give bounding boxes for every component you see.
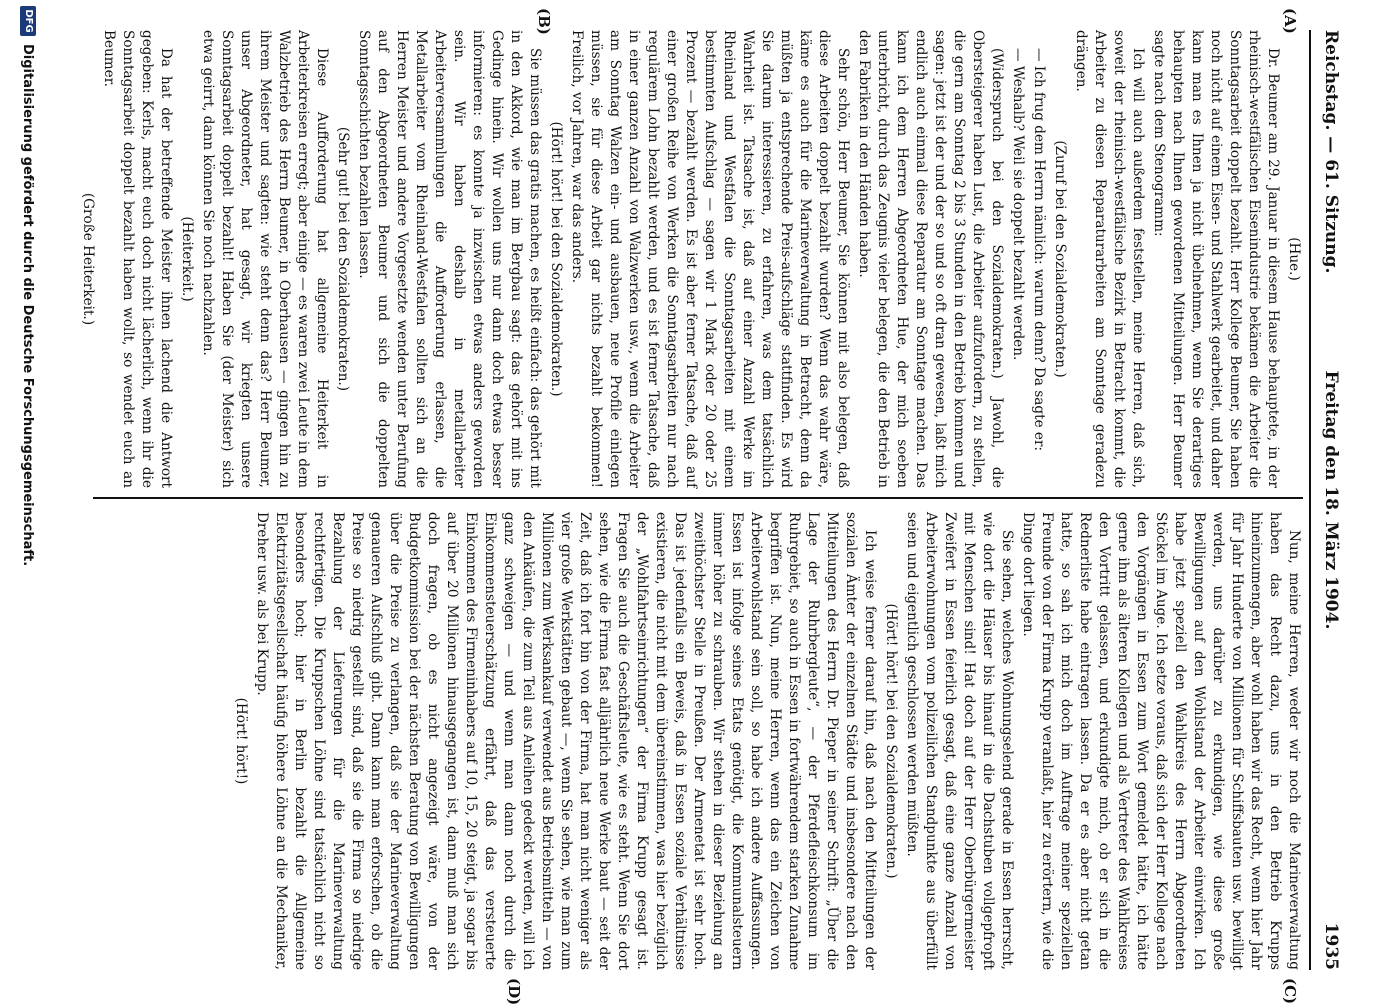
paragraph: Da hat der betreffende Meister ihnen lachend die Antwort gegeben: Kerls, macht euch doch nicht lächerlich, wenn ihr die Sonntagsarbeit doppelt bezahlt haben wollt, so wendet euch an Beumer. bbox=[101, 30, 174, 488]
page-footer bbox=[13, 6, 43, 986]
header-session-title: Reichstag. — 61. Sitzung. bbox=[1321, 30, 1341, 274]
margin-marker-b: (B) bbox=[535, 8, 553, 35]
column-divider bbox=[93, 497, 1303, 499]
paragraph: Dr. Beumer am 29. Januar in diesem Hause behauptete, in der rheinisch-westfälischen Eisenindustrie bekämen die Arbeiter die Sonntagsarbeit doppelt bezahlt. Herr Kollege Beumer, Sie haben noch nicht auf einem Eisen- und Stahlwerk gearbeitet, und daher kann man es Ihnen ja nicht übelnehmen, wenn Sie derartiges behaupten nach Ihnen gewordenen Mitteilungen. Herr Beumer sagte nach dem Stenogramm: bbox=[1151, 30, 1281, 488]
left-text-column bbox=[80, 30, 1303, 488]
paragraph: (Hue.) bbox=[1286, 237, 1302, 281]
paragraph: Ich will auch außerdem feststellen, meine Herren, daß sich, soweit der rheinisch-westfälische Bezirk in Betracht kommt, die Arbeiter zu diesen Reparaturarbeiten am Sonntage geradezu drängen. bbox=[1073, 30, 1146, 488]
header-date: Freitag den 18. März 1904. bbox=[1321, 370, 1341, 630]
paragraph: Diese Aufforderung hat allgemeine Heiterkeit in Arbeiterkreisen erregt; aber einige — es waren zwei Leute in dem Walzbetrieb des Herrn Beumer, in Oberhausen — gingen hin zu ihrem Meister und sagten: wie steht denn das? Herr Beumer, unser Abgeordneter, hat gesagt, wir kriegten unsere Sonntagsarbeit doppelt bezahlt! Haben Sie (der Meister) sich etwa geirrt, dann können Sie noch nachzahlen. bbox=[200, 30, 330, 488]
paragraph: (Hört! hört! bei den Sozialdemokraten.) bbox=[548, 121, 564, 397]
page-header bbox=[1309, 30, 1345, 970]
paragraph: Sehr schön, Herr Beumer, Sie können mit also belegen, daß diese Arbeiten doppelt bezahlt wurden? Wenn das wahr wäre, käme es auch für die Marineverwaltung in Betracht, denn da müßten ja entsprechende Preis-aufschläge stattfinden. Es wird Sie darum interessieren, zu erfahren, was dem tatsächlich Wahrheit ist. Tatsache ist, daß auf einer Anzahl Werke im Rheinland und Westfalen die Sonntagsarbeiten mit einem bestimmten Aufschlag — sagen wir 1 Mark oder 20 oder 25 Prozent — bezahlt werden. Es ist aber ferner Tatsache, daß auf einer großen Reihe von Werken die Sonntagsarbeiten nur nach regulärem Lohn bezahlt werden, und es ist ferner Tatsache, daß in einer ganzen Anzahl von Walzwerken usw., wenn die Arbeiter am Sonntag Walzen ein- und ausbauen, neue Profile einlegen müssen, sie für diese Arbeit gar nichts bezahlt bekommen! Freilich, vor Jahren, war das anders. bbox=[569, 30, 851, 488]
paragraph: (Zuruf bei den Sozialdemokraten.) bbox=[1052, 140, 1068, 378]
margin-marker-c: (C) bbox=[1281, 978, 1299, 1005]
paragraph: Sie sehen, welches Wohnungselend gerade in Essen herrscht, wie dort die Häuser bis hinauf in die Dachstuben vollgepfropft mit Menschen sind! Hat doch auf der Herr Oberbürgermeister Zweifert in Essen feierlich gesagt, daß eine ganze Anzahl von Arbeiterwohnungen vom polizeilichen Standpunkte aus überfüllt seien und eigentlich geschlossen werden müßten. bbox=[904, 512, 1015, 970]
paragraph: (Widerspruch bei den Sozialdemokraten.) Jawohl, die Obersteigerer haben Lust, die Arbeiter aufzufordern, zu stellen, die gern am Sonntag 2 bis 3 Stunden in den Betrieb kommen und sagen: jetzt ist der und der so und so oft dran gewesen, laßt mich endlich auch einmal diese Reparatur am Sonntage machen. Das kann ich dem Herren Abgeordneten Hue, der mich soeben unterbricht, durch das Zeugnis vieler belegen, die den Betrieb in den Fabriken in den Händen haben. bbox=[856, 30, 1005, 488]
paragraph: (Sehr gut! bei den Sozialdemokraten.) bbox=[335, 126, 351, 392]
paragraph: Sie müssen das gratis machen, es heißt einfach: das gehört mit in den Akkord, wie man im Bergbau sagt: das gehört mit ins Gedinge hinein. Wir wollen uns nur dann doch etwas besser informieren: es konnte ja inzwischen etwas anders geworden sein. Wir haben deshalb in metallarbeiter Arbeiterversammlungen die Aufforderung erlassen, die Metallarbeiter vom Rheinland-Westfalen sollten sich an die Herren Meister und andere Vorgesetzte wenden unter Berufung auf den Abgeordneten Beumer und sich die doppelten Sonntagsschichten bezahlen lassen. bbox=[356, 30, 543, 488]
dfg-logo-icon: DFG bbox=[20, 6, 36, 36]
margin-marker-d: (D) bbox=[505, 978, 523, 1005]
paragraph: — Ich frug dem Herrn nämlich: warum denn? Da sagte er: bbox=[1031, 48, 1047, 452]
paragraph: Nun, meine Herren, weder wir noch die Marineverwaltung haben das Recht dazu, uns in den Betrieb Krupps hineinzumengen, aber wohl haben wir das Recht, wenn hier Jahr für Jahr Hunderte von Millionen für Schiffsbauten usw. bewilligt werden, uns darüber zu erkundigen, wie diese große Bewilligungen auf den Wohlstand der Arbeiter einwirken. Ich habe jetzt speziell den Wahlkreis des Herrn Abgeordneten Stöckel im Auge. Ich setze voraus, daß sich der Herr Kollege nach den Vorgängen in Essen zum Wort gemeldet hätte, ich hätte gerne ihm als älteren Kollegen und als Vertreter des Wahlkreises den Vortritt gelassen, und erkundigte mich, ob er sich in die Rednerliste habe eintragen lassen. Da er es aber nicht getan hatte, so sah ich mich doch im Auftrage meiner speziellen Freunde von der Firma Krupp veranlaßt, hier zu erörtern, wie die Dinge dort liegen. bbox=[1020, 512, 1302, 970]
margin-marker-a: (A) bbox=[1281, 8, 1299, 34]
page-number: 1935 bbox=[1321, 922, 1341, 970]
paragraph: (Heiterkeit.) bbox=[179, 216, 195, 302]
footer-credit: Digitalisierung gefördert durch die Deutsche Forschungsgemeinschaft. bbox=[20, 44, 36, 567]
paragraph: (Hört! hört!) bbox=[233, 697, 249, 785]
paragraph: — Weshalb? Weil sie doppelt bezahlt werden. bbox=[1010, 48, 1026, 361]
right-text-column bbox=[93, 512, 1303, 970]
paragraph: Ich weise ferner darauf hin, daß nach den Mitteilungen der sozialen Ämter der einzelnen Städte und insbesondere nach den Mitteilungen des Herrn Dr. Pieper in seiner Schrift: „Über die Lage der Ruhrbergleute“, — der Pferdefleischkonsum im Ruhrgebiet, so auch in Essen in fortwährendem starken Zunahme begriffen ist. Nun, meine Herren, wenn das ein Zeichen von Arbeiterwohlstand sein soll, so habe ich andere Auffassungen. Essen ist infolge seines Etats genötigt, die Kommunalsteuern immer höher zu schrauben. Wir stehen in dieser Beziehung an zweithöchster Stelle in Preußen. Der Armenetat ist sehr hoch. Das ist jedenfalls ein Beweis, daß in Essen soziale Verhältnisse existieren, die nicht mit dem übereinstimmen, was hier bezüglich der „Wohlfahrtseinrichtungen“ der Firma Krupp gesagt ist. Fragen Sie auch die Geschäftsleute, wie es steht. Wenn Sie dort sehen, wie die Firma fast alljährlich neue Werke baut — seit der Zeit, daß ich fort bin von der Firma, hat man nicht weniger als vier große Werkstätten gebaut —, wenn Sie sehen, wie man zum Millionen zum Werksankauf verwendet aus Betriebsmitteln — von den Ankäufen, die zum Teil aus Anleihen gedeckt werden, will ich ganz schweigen — und wenn man dann noch durch die Einkommensteuerschätzung erfährt, daß das versteuerte Einkommen des Firmeninhabers auf 10, 15, 20 steigt, ja sogar bis auf über 20 Millionen hinausgegangen ist, dann muß man sich doch fragen, ob es nicht angezeigt wäre, von der Budgetkommission bei der nächsten Beratung von Bewilligungen über die Preise zu verlangen, daß sie der Marineverwaltung genaueren Aufschluß gibt. Dann kann man erforschen, ob die Preise so niedrig gestellt sind, daß sie die Firma so niedrige Bezahlung der Lieferungen für die Marineverwaltung rechtfertigen. Die Kruppschen Löhne sind tatsächlich nicht so besonders hoch; hier in Berlin bezahlt die Allgemeine Elektrizitätsgesellschaft häufig höhere Löhne an die Mechaniker, Dreher usw. als bei Krupp. bbox=[254, 512, 878, 970]
paragraph: (Hört! hört! bei den Sozialdemokraten.) bbox=[883, 603, 899, 879]
paragraph: (Große Heiterkeit.) bbox=[80, 192, 96, 326]
